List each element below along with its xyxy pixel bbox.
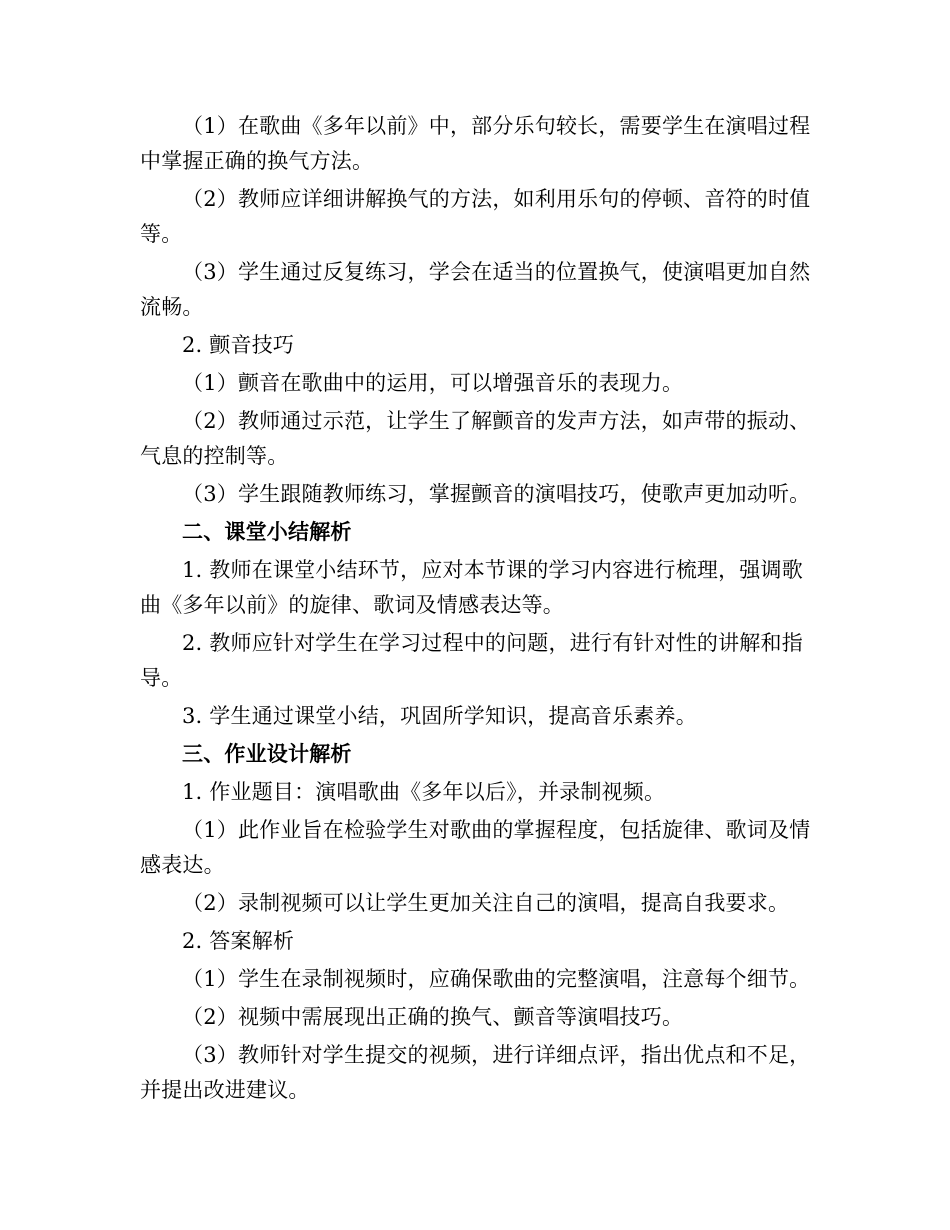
section-heading: 二、课堂小结解析: [182, 520, 352, 544]
paragraph: 2. 教师应针对学生在学习过程中的问题，进行有针对性的讲解和指导。: [140, 631, 803, 690]
paragraph: 1. 作业题目：演唱歌曲《多年以后》，并录制视频。: [182, 780, 666, 804]
paragraph: （1）学生在录制视频时，应确保歌曲的完整演唱，注意每个细节。: [182, 967, 811, 991]
document-body: [140, 109, 820, 1111]
paragraph: （3）教师针对学生提交的视频，进行详细点评，指出优点和不足，并提出改进建议。: [140, 1043, 811, 1102]
paragraph: （1）颤音在歌曲中的运用，可以增强音乐的表现力。: [182, 371, 684, 395]
paragraph: 3. 学生通过课堂小结，巩固所学知识，提高音乐素养。: [182, 704, 697, 728]
list-item: 2. 答案解析: [182, 929, 295, 953]
paragraph: （2）录制视频可以让学生更加关注自己的演唱，提高自我要求。: [182, 891, 790, 915]
list-item: 2. 颤音技巧: [182, 333, 295, 357]
paragraph: 1. 教师在课堂小结环节，应对本节课的学习内容进行梳理，强调歌曲《多年以前》的旋律、歌词及情感表达等。: [140, 558, 803, 617]
paragraph: （2）视频中需展现出正确的换气、颤音等演唱技巧。: [182, 1005, 684, 1029]
paragraph: （2）教师通过示范，让学生了解颤音的发声方法，如声带的振动、气息的控制等。: [140, 409, 811, 468]
paragraph: （3）学生跟随教师练习，掌握颤音的演唱技巧，使歌声更加动听。: [182, 482, 811, 506]
paragraph: （2）教师应详细讲解换气的方法，如利用乐句的停顿、音符的时值等。: [140, 187, 811, 246]
section-heading: 三、作业设计解析: [182, 742, 352, 766]
paragraph: （3）学生通过反复练习，学会在适当的位置换气，使演唱更加自然流畅。: [140, 260, 811, 319]
paragraph: （1）在歌曲《多年以前》中，部分乐句较长，需要学生在演唱过程中掌握正确的换气方法。: [140, 114, 811, 173]
paragraph: （1）此作业旨在检验学生对歌曲的掌握程度，包括旋律、歌词及情感表达。: [140, 818, 811, 877]
